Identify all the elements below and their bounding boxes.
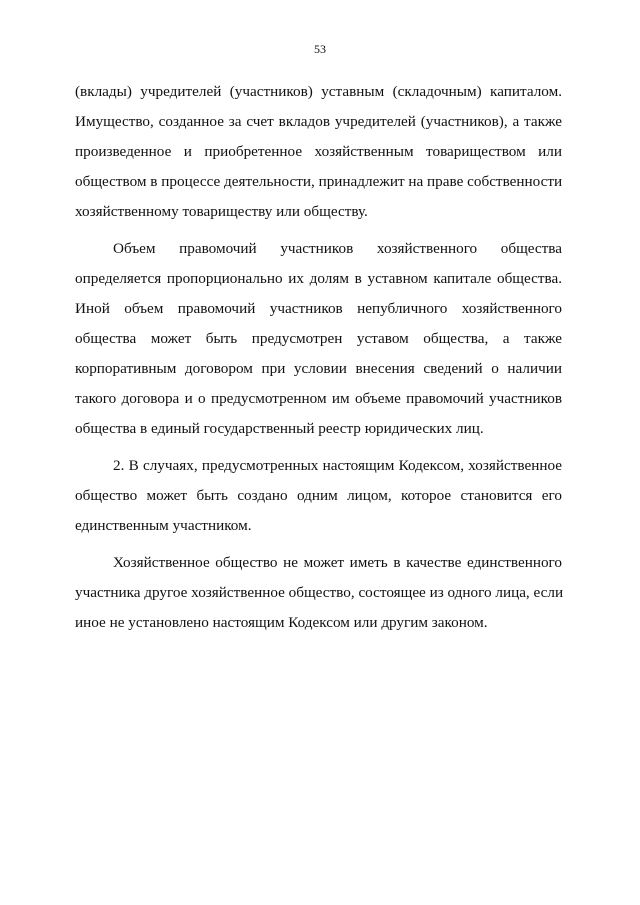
text-line: (вклады) учредителей (участников) уставным (складочным) капиталом. xyxy=(75,83,562,100)
paragraph xyxy=(75,234,562,444)
paragraph xyxy=(75,548,562,638)
text-line: участника другое хозяйственное общество, состоящее из одного лица, если xyxy=(75,584,564,601)
text-line: иное не установлено настоящим Кодексом или другим законом. xyxy=(75,614,488,631)
text-line: 2. В случаях, предусмотренных настоящим Кодексом, хозяйственное xyxy=(113,457,562,474)
text-line: Иной объем правомочий участников непубличного хозяйственного xyxy=(75,300,562,317)
text-line: общество может быть создано одним лицом, которое становится его xyxy=(75,487,562,504)
text-line: общества в единый государственный реестр юридических лиц. xyxy=(75,420,484,437)
paragraph xyxy=(75,77,562,227)
text-line: определяется пропорционально их долям в уставном капитале общества. xyxy=(75,270,562,287)
paragraph xyxy=(75,451,562,541)
text-line: хозяйственному товариществу или обществу. xyxy=(75,203,368,220)
page-number: 53 xyxy=(314,42,326,56)
text-line: такого договора и о предусмотренном им объеме правомочий участников xyxy=(75,390,562,407)
text-line: единственным участником. xyxy=(75,517,252,534)
text-line: корпоративным договором при условии внесения сведений о наличии xyxy=(75,360,562,377)
text-line: Хозяйственное общество не может иметь в качестве единственного xyxy=(113,554,562,571)
document-body xyxy=(75,77,562,645)
text-line: Объем правомочий участников хозяйственного общества xyxy=(113,240,562,257)
text-line: произведенное и приобретенное хозяйственным товариществом или xyxy=(75,143,562,160)
text-line: обществом в процессе деятельности, принадлежит на праве собственности xyxy=(75,173,563,190)
text-line: общества может быть предусмотрен уставом общества, а также xyxy=(75,330,562,347)
text-line: Имущество, созданное за счет вкладов учредителей (участников), а также xyxy=(75,113,562,130)
